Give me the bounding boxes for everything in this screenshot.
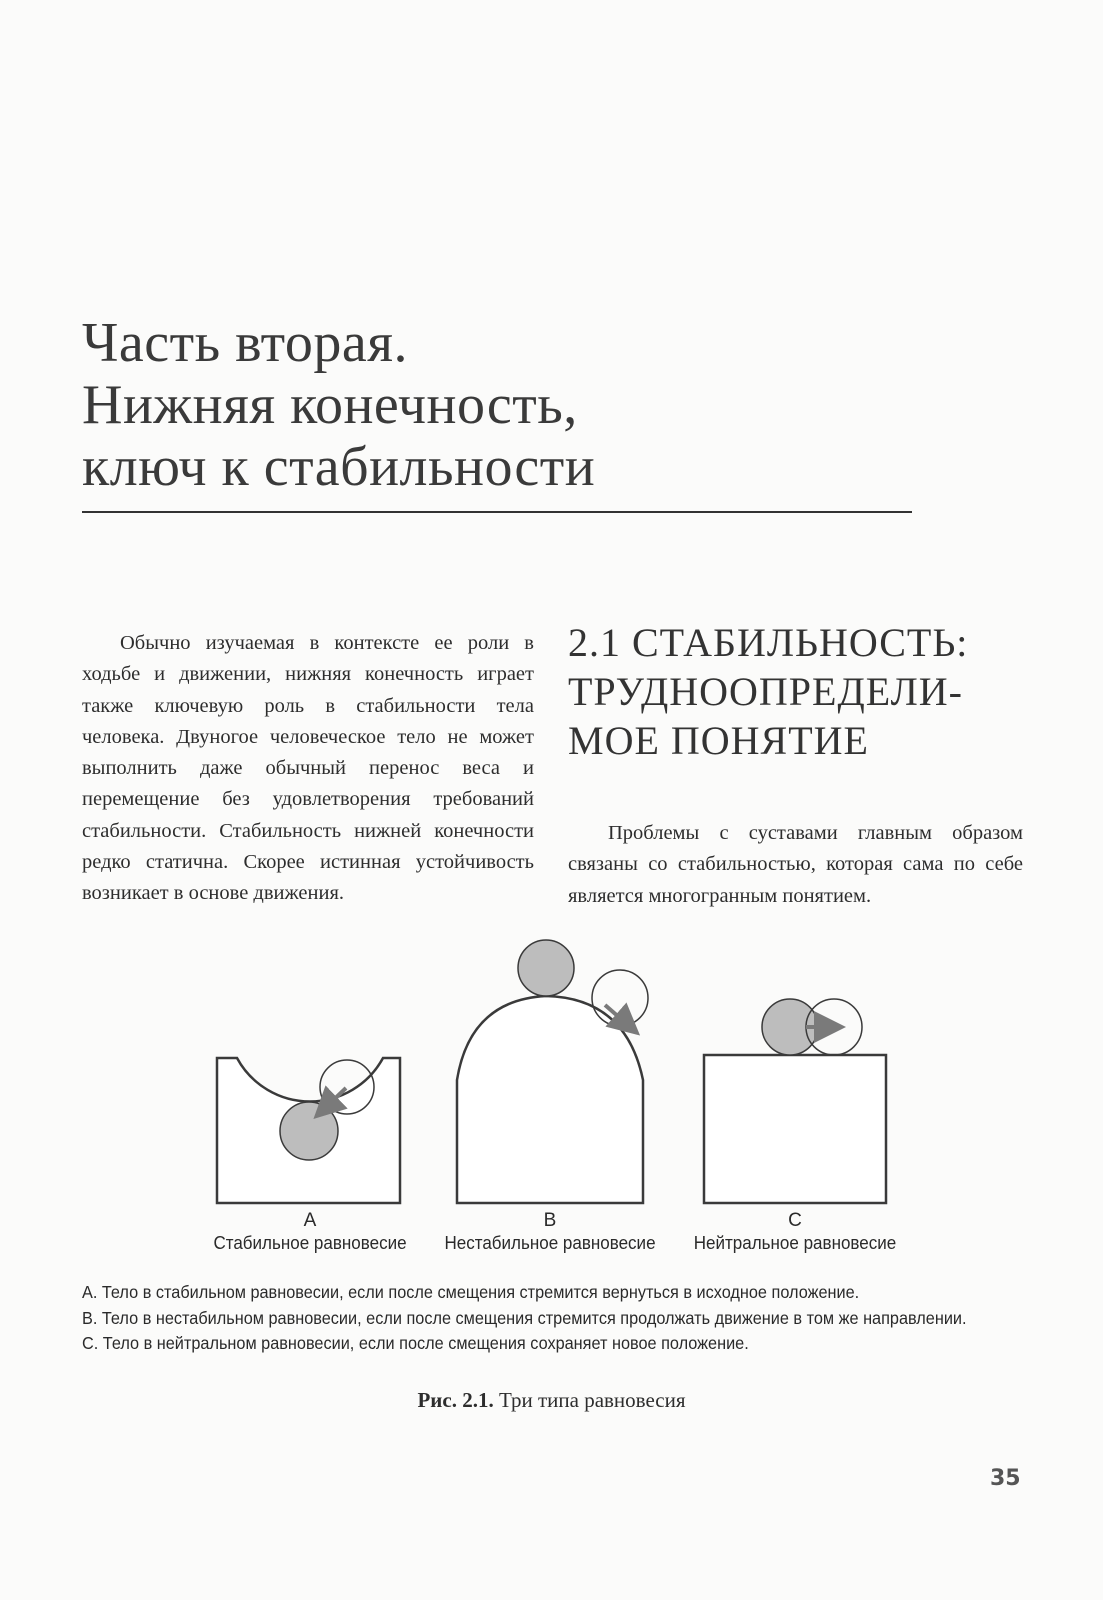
figure-caption	[0, 1388, 1103, 1413]
title-divider	[82, 511, 912, 513]
ball-rest	[280, 1102, 338, 1160]
note-c: С. Тело в нейтральном равновесии, если после смещения сохраняет новое положение.	[82, 1333, 749, 1353]
part-title	[82, 312, 912, 498]
panel-b-letter: B	[543, 1210, 557, 1231]
panel-c-neutral-diagram	[704, 999, 886, 1203]
right-column-paragraph: Проблемы с суставами главным образом связаны со стабильностью, которая сама по себе является многогранным понятием.	[568, 822, 1023, 907]
panel-c-label: Нейтральное равновесие	[693, 1232, 897, 1253]
panel-a-stable-diagram	[217, 1058, 400, 1203]
panel-a-label: Стабильное равновесие	[213, 1232, 407, 1253]
caption-label: Рис. 2.1.	[417, 1388, 494, 1412]
part-title-line-3: ключ к стабильности	[82, 436, 596, 498]
note-a: А. Тело в стабильном равновесии, если после смещения стремится вернуться в исходное положение.	[82, 1282, 860, 1302]
section-heading-line-2: ТРУДНООПРЕДЕЛИ-	[568, 669, 963, 714]
section-heading-line-1: 2.1 СТАБИЛЬНОСТЬ:	[568, 620, 969, 665]
part-title-line-1: Часть вторая.	[82, 312, 409, 374]
part-title-line-2: Нижняя конечность,	[82, 374, 578, 436]
left-column-paragraph: Обычно изучаемая в контексте ее роли в ходьбе и движении, нижняя конечность играет также ключевую роль в стабильности тела человека. Двуногое человеческое тело не может выполнить даже обычный перенос веса и перемещение без удовлетворения требований стабильности. Стабильность нижней конечности редко статична. Скорее истинная устойчивость возникает в основе движения.	[82, 632, 534, 905]
panel-c-letter: C	[788, 1210, 802, 1231]
flat-block	[704, 1055, 886, 1203]
panel-b-label: Нестабильное равновесие	[444, 1232, 656, 1253]
section-heading	[568, 618, 1038, 765]
caption-text: Три типа равновесия	[498, 1388, 686, 1412]
note-b: В. Тело в нестабильном равновесии, если после смещения стремится продолжать движение в том же направлении.	[82, 1307, 967, 1328]
page-number: 35	[990, 1466, 1021, 1491]
equilibrium-figure	[0, 930, 1103, 1210]
panel-a-letter: A	[303, 1210, 317, 1231]
ball-top	[518, 940, 574, 996]
dome-shape	[457, 996, 643, 1203]
figure-notes	[82, 1280, 1082, 1357]
section-heading-line-3: МОЕ ПОНЯТИЕ	[568, 718, 869, 763]
panel-b-unstable-diagram	[457, 940, 648, 1203]
